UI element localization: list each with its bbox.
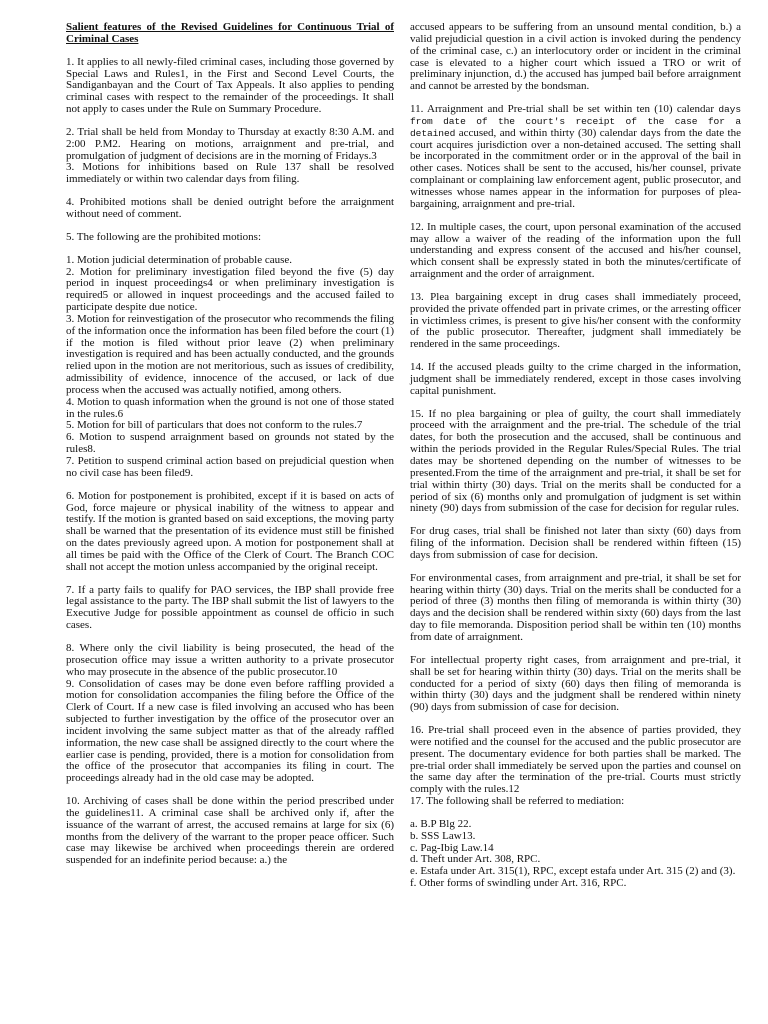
paragraph-12: 12. In multiple cases, the court, upon personal examination of the accused may allow a waiver of the reading of the information upon the full understanding and express consent of the accused and his/her counsel, which consent shall be expressly stated in both the minutes/certificate of arraignment and the order of arraignment. bbox=[410, 220, 741, 281]
paragraph-13: 13. Plea bargaining except in drug cases shall immediately proceed, provided the private offended part in private crimes, or the arresting officer in victimless crimes, is present to give his/her consent with the conformity of the public prosecutor. Thereafter, judgment shall immediately be rendered in the same proceedings. bbox=[410, 290, 741, 351]
paragraph-7: 7. If a party fails to qualify for PAO services, the IBP shall provide free legal assistance to the party. The IBP shall submit the list of lawyers to the Executive Judge for possible appointment as counsel de officio in such cases. bbox=[66, 583, 394, 632]
list-item: c. Pag-Ibig Law.14 bbox=[410, 841, 494, 854]
list-item: d. Theft under Art. 308, RPC. bbox=[410, 853, 541, 866]
list-item: e. Estafa under Art. 315(1), RPC, except estafa under Art. 315 (2) and (3). bbox=[410, 865, 736, 878]
paragraph-ip-cases: For intellectual property right cases, from arraignment and pre-trial, it shall be set for hearing within thirty (30) days. Trial on the merits shall be conducted for a period of sixty (60) days then filing of memoranda is within thirty (30) days and the judgment shall be rendered within ninety (90) days from submission of case for decision. bbox=[410, 653, 741, 714]
list-item: a. B.P Blg 22. bbox=[410, 817, 472, 830]
paragraph-3: 3. Motions for inhibitions based on Rule 137 shall be resolved immediately or within two calendar days from filing. bbox=[66, 161, 394, 186]
document-title: Salient features of the Revised Guidelines for Continuous Trial of Criminal Cases bbox=[66, 21, 394, 45]
paragraph-14: 14. If the accused pleads guilty to the crime charged in the information, judgment shall be immediately rendered, except in those cases involving capital punishment. bbox=[410, 361, 741, 397]
mediation-list bbox=[410, 819, 741, 890]
paragraph-11-end: accused, and within thirty (30) calendar days from the date the court acquires jurisdiction over a non-detained accused. The setting shall be incorporated in the commitment order or in the approval of the bail in other cases. Notices shall be sent to the accused, his/her counsel, private complainant or complaining law enforcement agent, public prosecutor, and witnesses whose names appear in the information for purposes of plea-bargaining, arraignment and pre-trial. bbox=[410, 126, 741, 210]
list-item: 5. Motion for bill of particulars that does not conform to the rules.7 bbox=[66, 419, 363, 432]
paragraph-15: 15. If no plea bargaining or plea of guilty, the court shall immediately proceed with the arraignment and the pre-trial. The schedule of the trial dates, for both the prosecution and the accused, shall be continuous and within the periods provided in the Regular Rules/Special Rules. The trial dates may be shortened depending on the number of witnesses to be presented.From the time of the arraignment and pre-trial, it shall be set for trial within thirty (30) days. Trial on the merits shall be conducted for a period of six (6) months only and promulgation of judgment is set within ninety (90) days from submission of the case for decision for regular rules. bbox=[410, 407, 741, 515]
paragraph-drug-cases: For drug cases, trial shall be finished not later than sixty (60) days from filing of the information. Decision shall be rendered within fifteen (15) days from submission of case for decision. bbox=[410, 525, 741, 561]
list-item: 1. Motion judicial determination of probable cause. bbox=[66, 253, 293, 266]
paragraph-1: 1. It applies to all newly-filed criminal cases, including those governed by Special Laws and Rules1, in the First and Second Level Courts, the Sandiganbayan and the Court of Tax Appeals. It also applies to pending criminal cases with respect to the remainder of the proceedings. It shall not apply to cases under the Rule on Summary Procedure. bbox=[66, 55, 394, 116]
paragraph-5: 5. The following are the prohibited motions: bbox=[66, 230, 262, 243]
paragraph-8: 8. Where only the civil liability is being prosecuted, the head of the prosecution office may issue a written authority to a private prosecutor who may prosecute in the absence of the public prosecutor.10 bbox=[66, 641, 394, 678]
paragraph-4: 4. Prohibited motions shall be denied outright before the arraignment without need of comment. bbox=[66, 196, 394, 220]
paragraph-10: 10. Archiving of cases shall be done within the period prescribed under the guidelines11. A criminal case shall be archived only if, after the issuance of the warrant of arrest, the accused remains at large for six (6) months from the delivery of the warrant to the proper peace officer. Such case may likewise be archived when proceedings therein are ordered suspended for an indefinite period because: a.) the bbox=[66, 795, 394, 867]
paragraph-17: 17. The following shall be referred to mediation: bbox=[410, 795, 625, 808]
list-item: 3. Motion for reinvestigation of the prosecutor who recommends the filing of the information once the information has been filed before the court (1) if the motion is filed without prior leave (2) when preliminary investigation is required and has been actually conducted, and the grounds relied upon in the motion are not meritorious, such as issues of credibility, admissibility of evidence, innocence of the accused, or lack of due process when the accused was actually notified, among others. bbox=[66, 312, 394, 396]
paragraph-2: 2. Trial shall be held from Monday to Thursday at exactly 8:30 A.M. and 2:00 P.M2. Hearing on motions, arraignment and pre-trial, and promulgation of judgment of decisions are in the morning of Fridays.3 bbox=[66, 125, 394, 162]
paragraph-9: 9. Consolidation of cases may be done even before raffling provided a motion for consolidation accompanies the filing before the Office of the Clerk of Court. If a new case is filed involving an accused who has been subjected to further investigation by the office of the prosecutor over an incident involving the same subject matter as that of the already raffled information, the new case shall be assigned directly to the court where the earlier case is pending, provided, there is a motion for consolidation from the office of the prosecutor that accompanies its filing in court. The proceedings already had in the old case may be adopted. bbox=[66, 677, 394, 785]
paragraph-6: 6. Motion for postponement is prohibited, except if it is based on acts of God, force majeure or physical inability of the witness to appear and testify. If the motion is granted based on said exceptions, the moving party shall be warned that the presentation of its evidence must still be finished on the dates previously agreed upon. A motion for postponement shall at all times be paid with the Office of the Clerk of Court. The Branch COC shall not accept the motion unless accompanied by the original receipt. bbox=[66, 489, 394, 573]
list-item: 4. Motion to quash information when the ground is not one of those stated in the rules.6 bbox=[66, 395, 394, 420]
list-item: b. SSS Law13. bbox=[410, 829, 476, 842]
paragraph-11 bbox=[410, 104, 741, 211]
paragraph-16: 16. Pre-trial shall proceed even in the absence of parties provided, they were notified and the counsel for the accused and the public prosecutor are present. The documentary evidence for both parties shall be marked. The pre-trial order shall immediately be served upon the parties and counsel on the same day after the termination of the pre-trial. Courts must strictly comply with the rules.12 bbox=[410, 724, 741, 796]
list-item: 2. Motion for preliminary investigation filed beyond the five (5) day period in inquest proceedings4 or when preliminary investigation is required5 or allowed in inquest proceedings and the accused failed to participate despite due notice. bbox=[66, 265, 394, 314]
left-column bbox=[66, 22, 394, 878]
paragraph-11-start: 11. Arraignment and Pre-trial shall be set within ten (10) calendar bbox=[410, 103, 715, 116]
list-item: 6. Motion to suspend arraignment based on grounds not stated by the rules8. bbox=[66, 431, 394, 456]
right-column bbox=[410, 22, 741, 890]
paragraph-environmental-cases: For environmental cases, from arraignment and pre-trial, it shall be set for hearing within thirty (30) days. Trial on the merits shall be conducted for a period of three (3) months then filing of memoranda is within thirty (30) days and the decision shall be rendered within sixty (60) days from the last day to file memoranda. Disposition period shall be within ten (10) months from date of arraignment. bbox=[410, 571, 741, 643]
list-item: f. Other forms of swindling under Art. 316, RPC. bbox=[410, 877, 627, 890]
paragraph-11-typewriter-line: days from date of the court's receipt of the case for a detained bbox=[410, 104, 741, 139]
prohibited-motions-list bbox=[66, 255, 394, 480]
list-item: 7. Petition to suspend criminal action based on prejudicial question when no civil case has been filed9. bbox=[66, 455, 394, 479]
paragraph-10-continued: accused appears to be suffering from an unsound mental condition, b.) a valid prejudicial question in a civil action is invoked during the pendency of the criminal case, c.) an interlocutory order or incident in the criminal case is elevated to a higher court which issued a TRO or writ of preliminary injunction, d.) the accused has jumped bail before arraignment and cannot be arrested by the bondsman. bbox=[410, 21, 741, 93]
